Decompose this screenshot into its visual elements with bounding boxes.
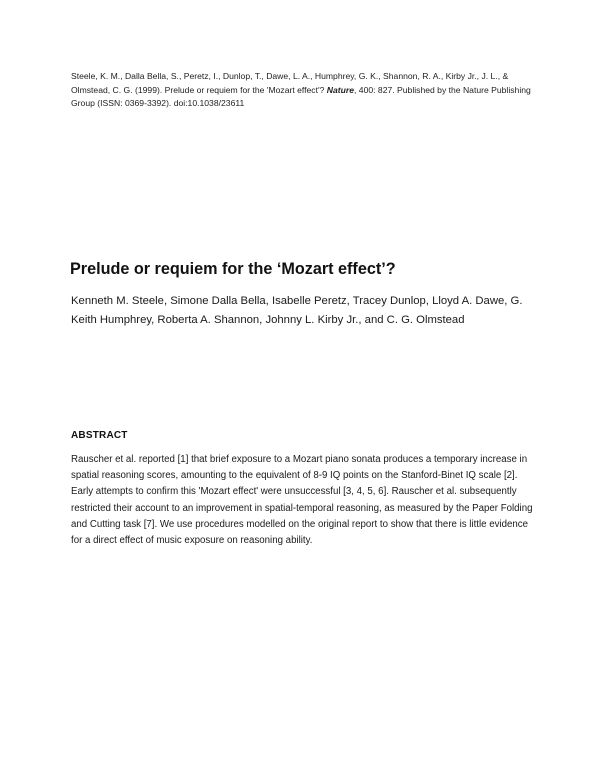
citation-text: Steele, K. M., Dalla Bella, S., Peretz, I., Dunlop, T., Dawe, L. A., Humphrey, G. K., Shannon, R. A., Kirby Jr., J. L., & Olmstead, C. G. (1999). Prelude or requiem for the 'Mozart effect'? <box>71 71 509 95</box>
abstract-heading: ABSTRACT <box>71 430 128 441</box>
paper-title: Prelude or requiem for the ‘Mozart effect’? <box>70 260 396 278</box>
citation-block <box>71 70 536 111</box>
citation-publication-details: , 400: 827. Published by the Nature Publishing Group (ISSN: 0369-3392). doi:10.1038/23611 <box>71 84 531 108</box>
citation-journal: Nature <box>326 84 355 95</box>
author-list: Kenneth M. Steele, Simone Dalla Bella, Isabelle Peretz, Tracey Dunlop, Lloyd A. Dawe, G. Keith Humphrey, Roberta A. Shannon, Johnny L. Kirby Jr., and C. G. Olmstead <box>71 295 523 326</box>
abstract-body: Rauscher et al. reported [1] that brief exposure to a Mozart piano sonata produces a temporary increase in spatial reasoning scores, amounting to the equivalent of 8-9 IQ points on the Stanford-Binet IQ scale [2]. Early attempts to confirm this 'Mozart effect' were unsuccessful [3, 4, 5, 6]. Rauscher et al. subsequently restricted their account to an improvement in spatial-temporal reasoning, as measured by the Paper Folding and Cutting task [7]. We use procedures modelled on the original report to show that there is little evidence for a direct effect of music exposure on reasoning ability. <box>71 454 533 547</box>
